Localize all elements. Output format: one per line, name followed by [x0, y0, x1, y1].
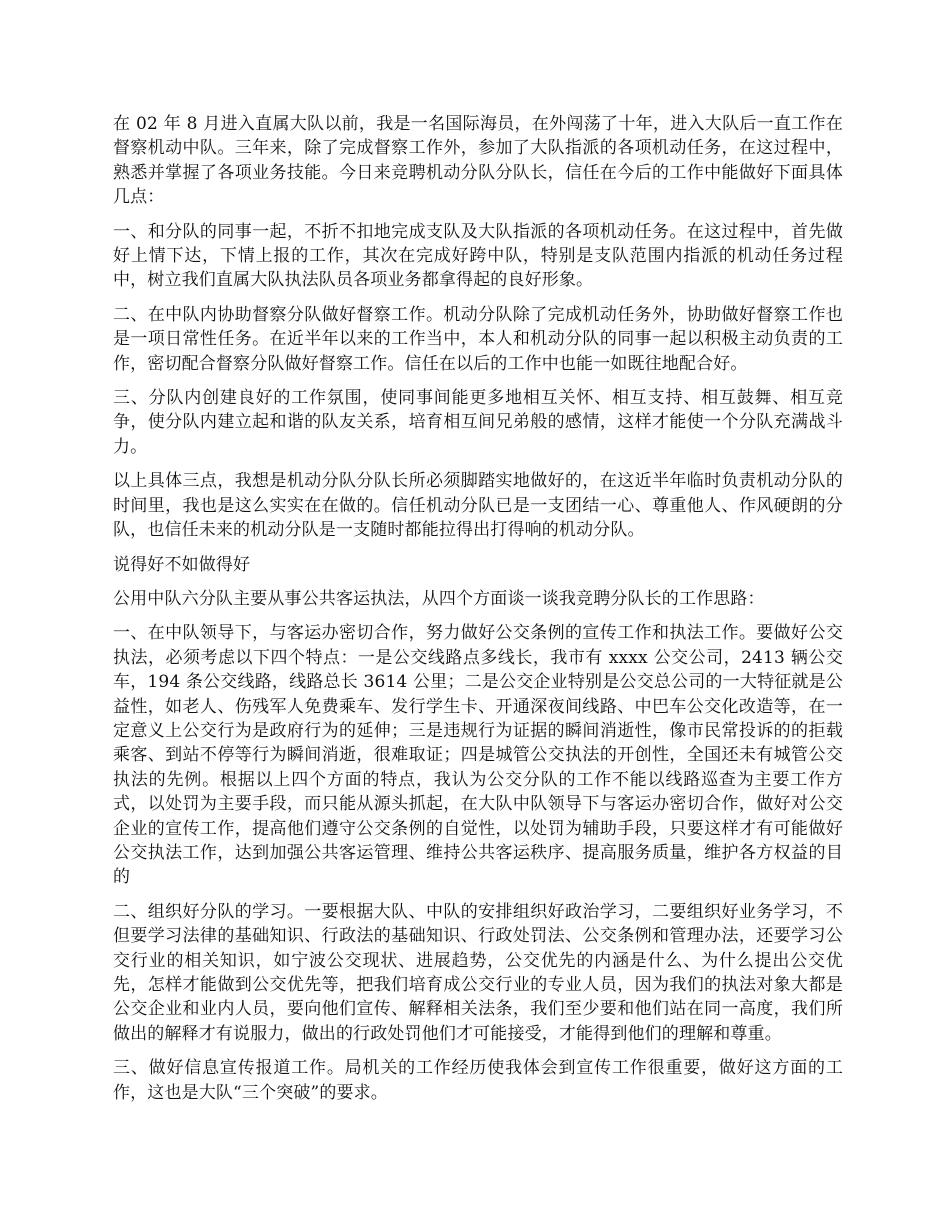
- paragraph-bus-point-3: 三、做好信息宣传报道工作。局机关的工作经历使我体会到宣传工作很重要，做好这方面的工作，这也是大队“三个突破”的要求。: [113, 1058, 843, 1103]
- document-body: [113, 112, 843, 1115]
- paragraph-summary: 以上具体三点，我想是机动分队分队长所必须脚踏实地做好的，在这近半年临时负责机动分队的时间里，我也是这么实实在在做的。信任机动分队已是一支团结一心、尊重他人、作风硬朗的分队，也信任未来的机动分队是一支随时都能拉得出打得响的机动分队。: [113, 471, 843, 541]
- paragraph-point-3: 三、分队内创建良好的工作氛围，使同事间能更多地相互关怀、相互支持、相互鼓舞、相互竞争，使分队内建立起和谐的队友关系，培育相互间兄弟般的感情，这样才能使一个分队充满战斗力。: [113, 388, 843, 457]
- paragraph-bus-point-1: 一、在中队领导下，与客运办密切合作，努力做好公交条例的宣传工作和执法工作。要做好公交执法，必须考虑以下四个特点：一是公交线路点多线长，我市有 xxxx 公交公司，2413 辆公交车，194 条公交线路，线路总长 3614 公里；二是公交企业特别是公交总公司的一大特征就是公益性，如老人、伤残军人免费乘车、发行学生卡、开通深夜间线路、中巴车公交化改造等，在一定意义上公交行为是政府行为的延伸；三是违规行为证据的瞬间消逝性，像市民常投诉的的拒载乘客、到站不停等行为瞬间消逝，很难取证；四是城管公交执法的开创性，全国还未有城管公交执法的先例。根据以上四个方面的特点，我认为公交分队的工作不能以线路巡查为主要工作方式，以处罚为主要手段，而只能从源头抓起，在大队中队领导下与客运办密切合作，做好对公交企业的宣传工作，提高他们遵守公交条例的自觉性，以处罚为辅助手段，只要这样才有可能做好公交执法工作，达到加强公共客运管理、维持公共客运秩序、提高服务质量，维护各方权益的目的: [113, 623, 843, 888]
- paragraph-point-1: 一、和分队的同事一起，不折不扣地完成支队及大队指派的各项机动任务。在这过程中，首先做好上情下达，下情上报的工作，其次在完成好跨中队，特别是支队范围内指派的机动任务过程中，树立我们直属大队执法队员各项业务都拿得起的良好形象。: [113, 221, 843, 291]
- paragraph-bus-point-2: 二、组织好分队的学习。一要根据大队、中队的安排组织好政治学习，二要组织好业务学习，不但要学习法律的基础知识、行政法的基础知识、行政处罚法、公交条例和管理办法，还要学习公交行业的相关知识，如宁波公交现状、进展趋势，公交优先的内涵是什么、为什么提出公交优先，怎样才能做到公交优先等，把我们培育成公交行业的专业人员，因为我们的执法对象大都是公交企业和业内人员，要向他们宣传、解释相关法条，我们至少要和他们站在同一高度，我们所做出的解释才有说服力，做出的行政处罚他们才可能接受，才能得到他们的理解和尊重。: [113, 901, 843, 1044]
- paragraph-heading: 说得好不如做得好: [113, 554, 251, 575]
- paragraph-point-2: 二、在中队内协助督察分队做好督察工作。机动分队除了完成机动任务外，协助做好督察工作也是一项日常性任务。在近半年以来的工作当中，本人和机动分队的同事一起以积极主动负责的工作，密切配合督察分队做好督察工作。信任在以后的工作中也能一如既往地配合好。: [113, 304, 843, 374]
- paragraph-bus-intro: 公用中队六分队主要从事公共客运执法，从四个方面谈一谈我竞聘分队长的工作思路：: [113, 588, 765, 609]
- paragraph-intro: 在 02 年 8 月进入直属大队以前，我是一名国际海员，在外闯荡了十年，进入大队后一直工作在督察机动中队。三年来，除了完成督察工作外，参加了大队指派的各项机动任务，在这过程中，熟悉并掌握了各项业务技能。今日来竞聘机动分队分队长，信任在今后的工作中能做好下面具体几点：: [113, 114, 843, 208]
